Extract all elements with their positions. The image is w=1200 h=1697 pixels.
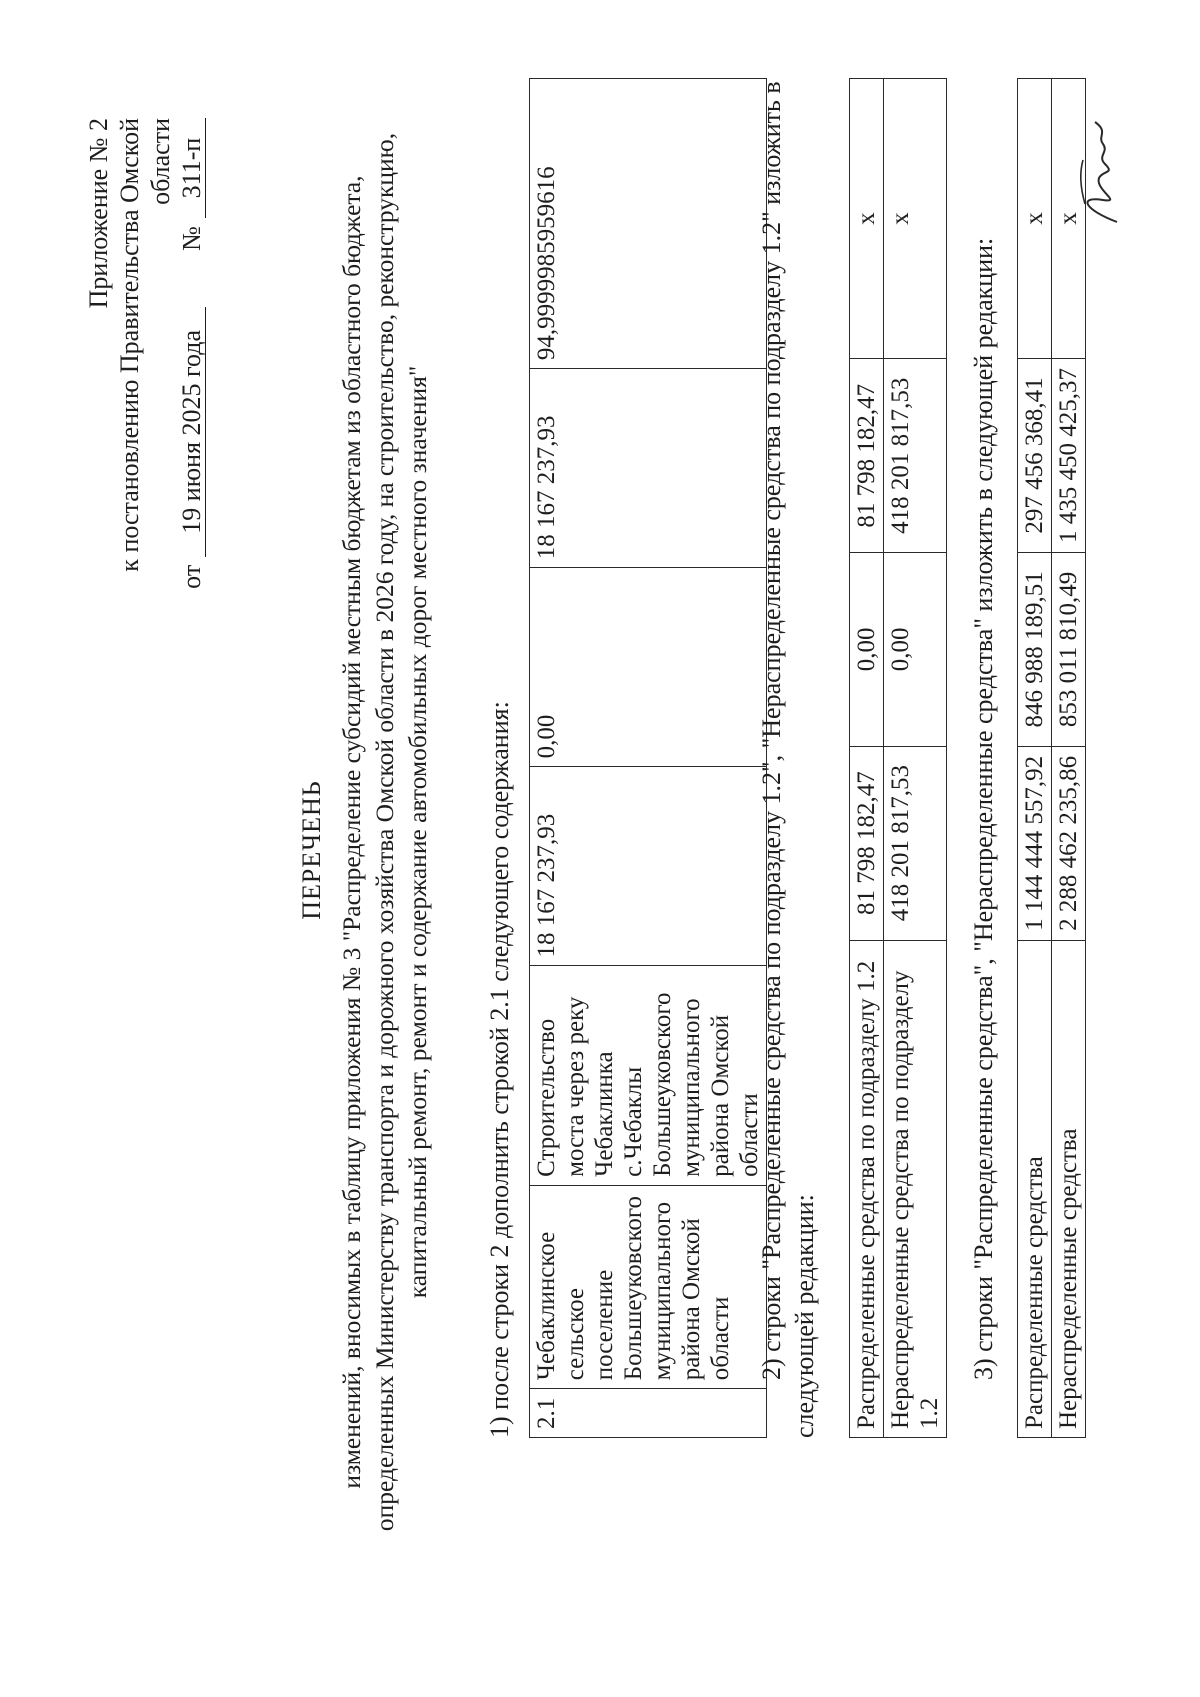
table-row [1052,79,1086,1438]
decree-date-number [176,118,207,638]
value-3-cell: 18 167 237,93 [530,369,767,568]
value-4-cell: x [850,79,884,359]
recipient-cell: Чебаклинское сельское поселение Большеуковского муниципального района Омской области [530,1185,767,1388]
row-label: Распределенные средства по подразделу 1.2 [850,940,884,1437]
decree-number: 311-п [179,118,206,218]
number-label: № [177,226,206,251]
table-totals [1017,78,1086,1438]
page-title: ПЕРЕЧЕНЬ [297,780,326,920]
row-label: Распределенные средства [1018,940,1052,1437]
row-number: 2.1 [530,1389,767,1438]
value-4-cell: x [1052,79,1086,359]
row-label: Нераспределенные средства [1052,940,1086,1437]
row-label: Нераспределенные средства по подразделу 1.2 [884,940,947,1437]
value-3-cell: 297 456 368,41 [1018,358,1052,552]
signature-icon [1065,110,1135,230]
decree-date: 19 июня 2025 года [179,307,206,557]
value-1-cell: 418 201 817,53 [884,746,947,940]
value-2-cell: 0,00 [884,553,947,746]
value-4-cell: 94,9999985959616 [530,79,767,369]
value-3-cell: 1 435 450 425,37 [1052,358,1086,552]
value-4-cell: x [1018,79,1052,359]
table-row-2-1 [529,78,767,1438]
item-3-text: 3) строки "Распределенные средства", "Нераспределенные средства" изложить в следующей редакции: [969,237,998,1380]
table-row [884,79,947,1438]
value-1-cell: 1 144 444 557,92 [1018,746,1052,940]
document-subtitle: изменений, вносимых в таблицу приложения № 3 "Распределение субсидий местным бюджетам из областного бюджета, определенных Министерству транспорта и дорожного хозяйства Омской области в 2026 году, на строительство, реконструкцию, капитальный ремонт, ремонт и содержание автомобильных дорог местного значения" [337,132,432,1532]
table-row [1018,79,1052,1438]
value-4-cell: x [884,79,947,359]
value-1-cell: 81 798 182,47 [850,746,884,940]
value-1-cell: 18 167 237,93 [530,767,767,966]
table-row [850,79,884,1438]
item-2-text: 2) строки "Распределенные средства по подразделу 1.2", "Нераспределенные средства по подразделу 1.2" изложить в следующей редакции: [757,81,819,1438]
value-3-cell: 81 798 182,47 [850,359,884,553]
document-page [55,30,1145,1670]
value-1-cell: 2 288 462 235,86 [1052,746,1086,940]
table-row [530,79,767,1438]
value-2-cell: 853 011 810,49 [1052,552,1086,746]
value-2-cell: 0,00 [850,553,884,746]
table-subsection-1-2 [849,78,947,1438]
from-label: от [177,564,206,589]
value-2-cell: 0,00 [530,568,767,767]
value-2-cell: 846 988 189,51 [1018,552,1052,746]
decree-reference: к постановлению Правительства Омской области [115,118,175,572]
item-1-text: 1) после строки 2 дополнить строкой 2.1 следующего содержания: [485,701,514,1438]
object-cell: Строительство моста через реку Чебаклинка с.Чебаклы Большеуковского муниципального района Омской области [530,966,767,1185]
appendix-header [83,118,207,638]
appendix-number: Приложение № 2 [84,118,113,309]
value-3-cell: 418 201 817,53 [884,359,947,553]
